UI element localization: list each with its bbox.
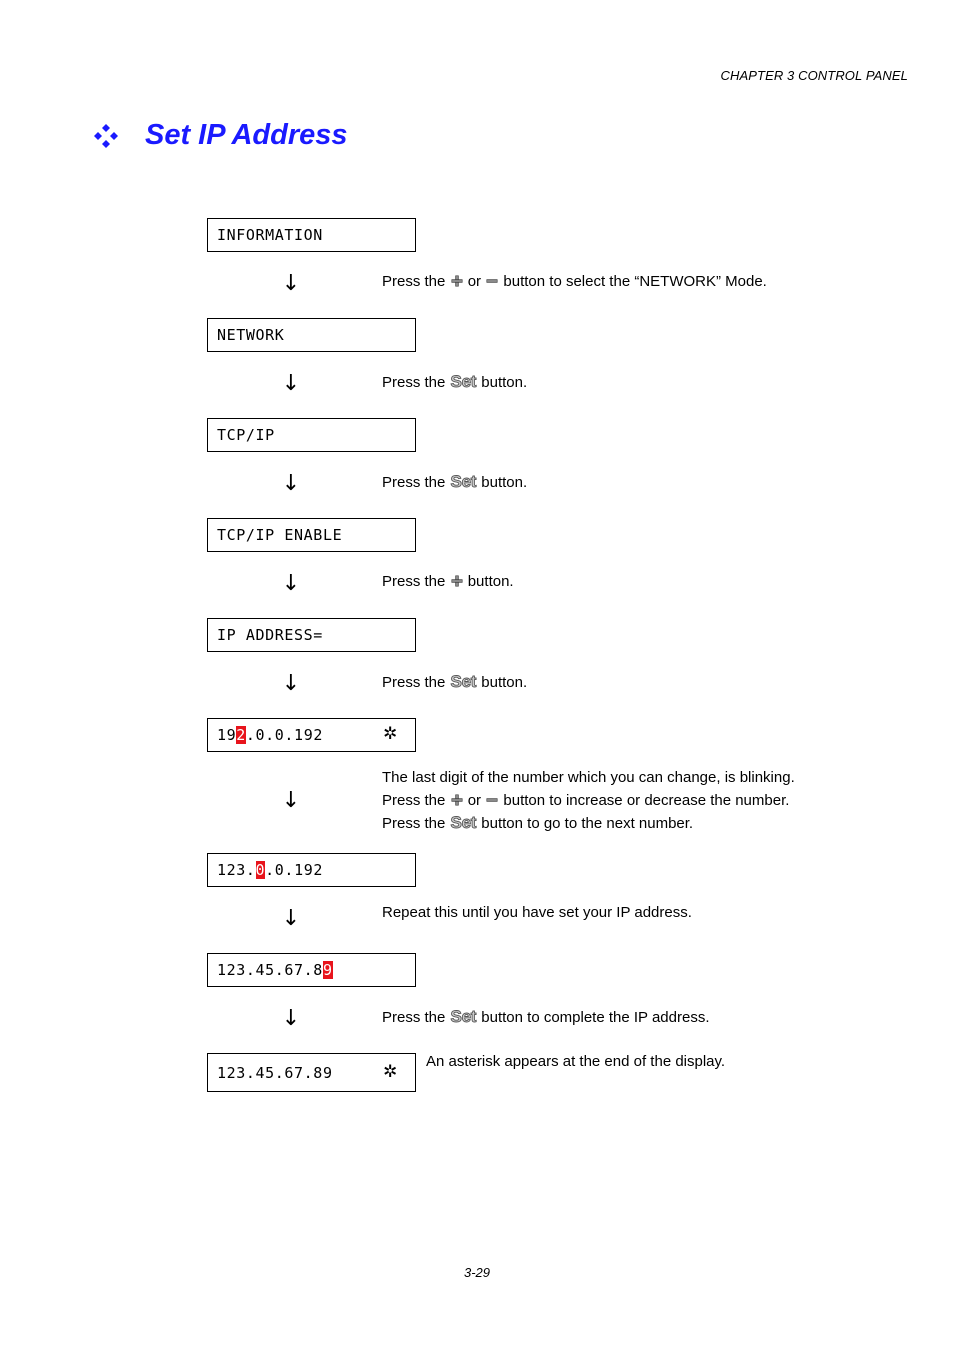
lcd-text: 123.45.67.89 — [217, 1063, 333, 1082]
down-arrow-icon: ↓ — [281, 271, 301, 296]
lcd-display-ip-edit-3 — [207, 953, 416, 987]
instruction-step-1: Press the or button to select the “NETWORK” Mode. — [382, 273, 767, 290]
section-title-text: Set IP Address — [145, 118, 348, 151]
set-button-icon: Set — [450, 1007, 477, 1026]
lcd-display-network — [207, 318, 416, 352]
lcd-display-ip-final — [207, 1053, 416, 1092]
lcd-text: 19 — [217, 726, 237, 744]
chapter-header: CHAPTER 3 CONTROL PANEL — [720, 68, 908, 83]
lcd-text: NETWORK — [217, 326, 285, 344]
lcd-text: TCP/IP ENABLE — [217, 526, 343, 544]
lcd-text: IP ADDRESS= — [217, 626, 323, 644]
instruction-step-7: Repeat this until you have set your IP address. — [382, 904, 692, 921]
instruction-step-2: Press the Set button. — [382, 371, 527, 395]
set-button-icon: Set — [450, 813, 477, 832]
instruction-step-6: The last digit of the number which you can change, is blinking. Press the or button to increase or decrease the number. Press the Set button to go to the next number. — [382, 767, 795, 836]
diamond-bullet-icon — [93, 123, 119, 149]
down-arrow-icon: ↓ — [281, 788, 301, 813]
down-arrow-icon: ↓ — [281, 571, 301, 596]
lcd-text: 123.45.67.8 — [217, 961, 323, 979]
down-arrow-icon: ↓ — [281, 906, 301, 931]
lcd-text: .0.192 — [265, 861, 323, 879]
lcd-display-tcpip-enable — [207, 518, 416, 552]
lcd-text: 123. — [217, 861, 256, 879]
down-arrow-icon: ↓ — [281, 671, 301, 696]
down-arrow-icon: ↓ — [281, 471, 301, 496]
lcd-display-ip-edit-1 — [207, 718, 416, 752]
instruction-step-4: Press the button. — [382, 573, 514, 590]
instruction-step-8: Press the Set button to complete the IP address. — [382, 1006, 709, 1030]
minus-icon — [486, 794, 498, 806]
set-button-icon: Set — [450, 472, 477, 491]
section-title — [93, 115, 348, 155]
set-button-icon: Set — [450, 372, 477, 391]
plus-icon — [451, 575, 463, 587]
blinking-digit: 9 — [322, 961, 333, 979]
asterisk-icon: ✲ — [383, 724, 398, 745]
lcd-text: .0.0.192 — [245, 726, 323, 744]
lcd-display-information — [207, 218, 416, 252]
lcd-display-ip-edit-2 — [207, 853, 416, 887]
blinking-digit: 0 — [255, 861, 266, 879]
lcd-display-tcpip — [207, 418, 416, 452]
instruction-step-3: Press the Set button. — [382, 471, 527, 495]
lcd-display-ip-address — [207, 618, 416, 652]
set-button-icon: Set — [450, 672, 477, 691]
asterisk-icon: ✲ — [383, 1061, 398, 1082]
down-arrow-icon: ↓ — [281, 371, 301, 396]
down-arrow-icon: ↓ — [281, 1006, 301, 1031]
plus-icon — [451, 275, 463, 287]
instruction-step-5: Press the Set button. — [382, 671, 527, 695]
lcd-text: INFORMATION — [217, 226, 323, 244]
lcd-text: TCP/IP — [217, 426, 275, 444]
instruction-step-9: An asterisk appears at the end of the display. — [426, 1053, 726, 1070]
plus-icon — [451, 794, 463, 806]
minus-icon — [486, 275, 498, 287]
blinking-digit: 2 — [236, 726, 246, 744]
page-number: 3-29 — [463, 1265, 491, 1280]
